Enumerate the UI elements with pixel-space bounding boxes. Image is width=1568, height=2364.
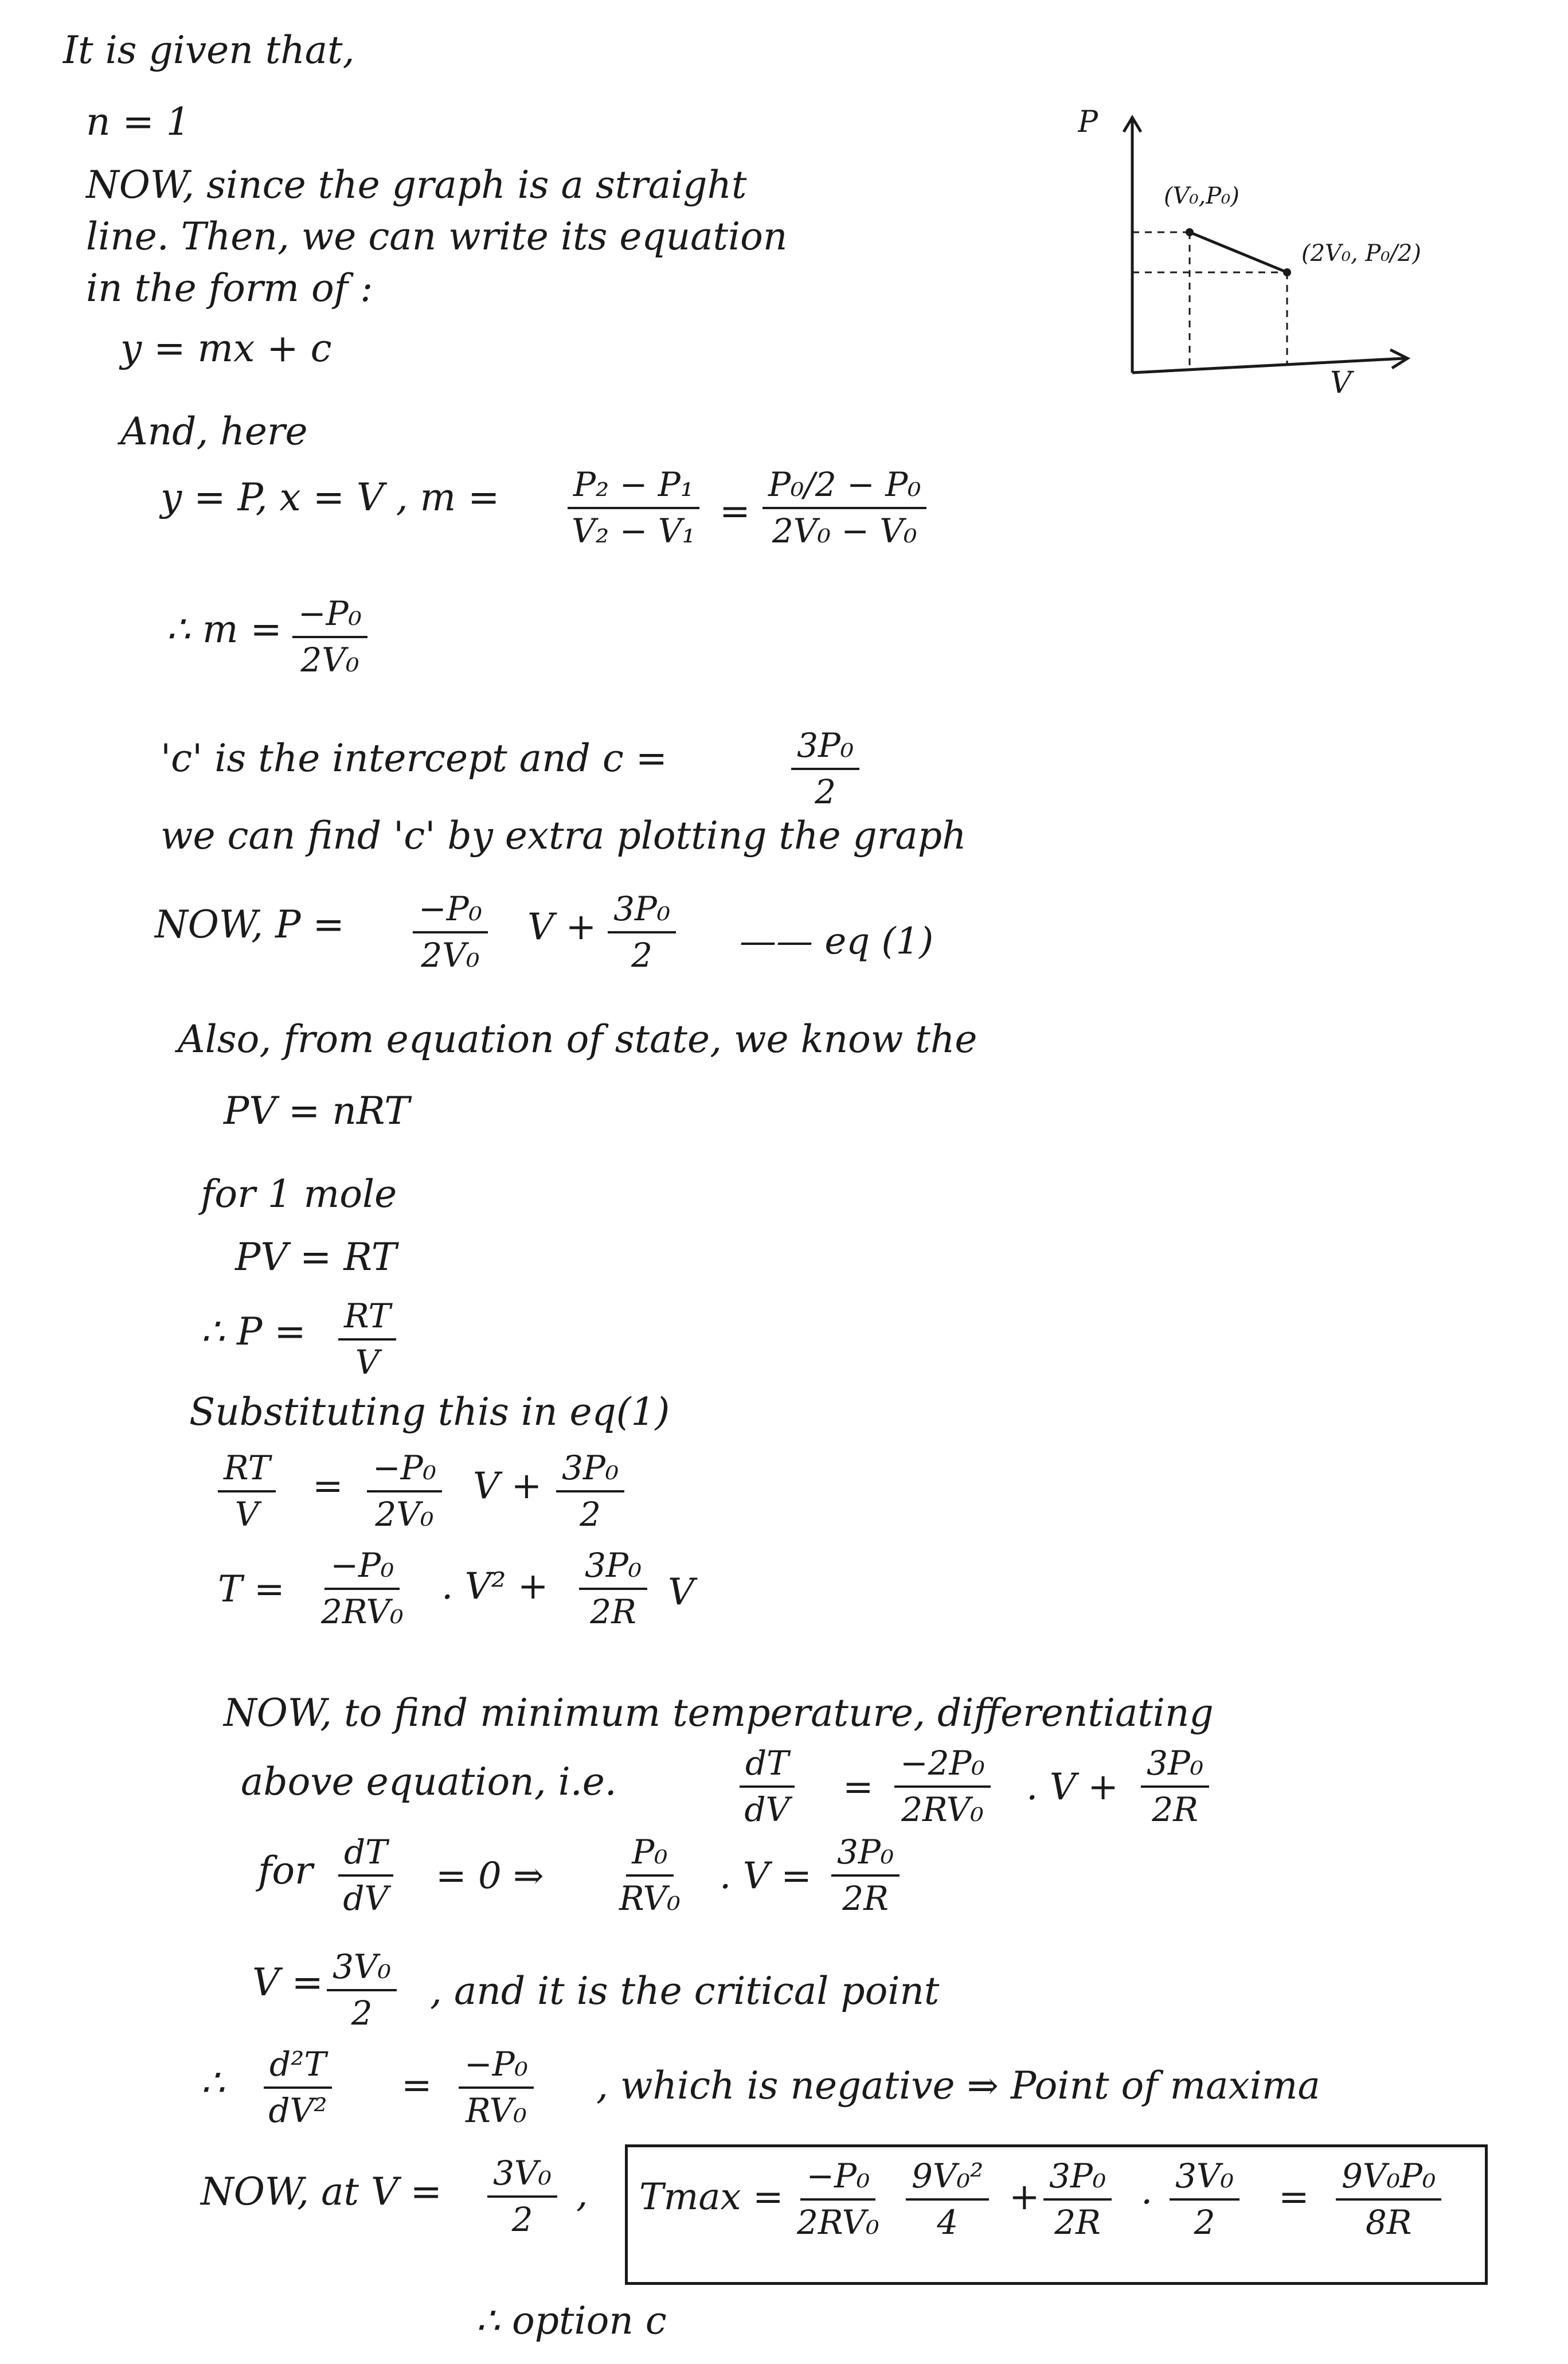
s2-b-fraction: 3P₀ 2R <box>579 1548 647 1630</box>
tm-plus: + <box>1009 2176 1040 2218</box>
p-fraction: RT V <box>338 1299 396 1380</box>
maxima-text: , which is negative ⇒ Point of maxima <box>596 2064 1320 2108</box>
for-label: for <box>258 1849 313 1893</box>
eq1-prefix: NOW, P = <box>155 902 345 947</box>
y-x-m-def: y = P, x = V , m = <box>161 475 500 519</box>
tm-result-fraction: 9V₀P₀ 8R <box>1336 2159 1441 2240</box>
d1-b-fraction: 3P₀ 2R <box>1141 1746 1209 1827</box>
find-c-line: we can find 'c' by extra plotting the graph <box>161 814 967 858</box>
pv-graph <box>1078 97 1548 396</box>
s2-a-fraction: −P₀ 2RV₀ <box>321 1546 404 1631</box>
axis-p-label: P <box>1078 105 1098 139</box>
state-eq-line: Also, from equation of state, we know the <box>178 1017 977 1061</box>
s1-lhs-fraction: RT V <box>218 1451 276 1532</box>
text-line-5: in the form of : <box>86 266 373 310</box>
tm-b-fraction: 9V₀² 4 <box>906 2159 989 2240</box>
slope-equals: = <box>720 490 750 533</box>
substituting-line: Substituting this in eq(1) <box>189 1390 670 1434</box>
line-equation: y = mx + c <box>120 326 332 370</box>
text-and-here: And, here <box>120 409 308 454</box>
eq1-b-fraction: 3P₀ 2 <box>608 892 676 973</box>
tm-equals: = <box>1278 2176 1309 2218</box>
critical-v-fraction: 3V₀ 2 <box>327 1949 397 2031</box>
at-v-comma: , <box>576 2173 588 2215</box>
pv-rt: PV = RT <box>235 1235 397 1279</box>
tm-c-fraction: 3P₀ 2R <box>1043 2159 1112 2240</box>
ideal-gas-law: PV = nRT <box>224 1089 410 1133</box>
min-temp-line: NOW, to find minimum temperature, differentiating <box>224 1691 1214 1735</box>
above-eq-line: above equation, i.e. <box>241 1760 617 1804</box>
final-option: ∴ option c <box>476 2299 667 2343</box>
eq1-label: —— eq (1) <box>740 920 934 963</box>
s2-T: T = <box>218 1568 285 1611</box>
dd-rhs-fraction: −P₀ RV₀ <box>459 2047 534 2128</box>
s2-v: V <box>668 1571 695 1613</box>
slope-fraction-2: P₀/2 − P₀ 2V₀ − V₀ <box>763 467 926 549</box>
eq1-a-fraction: −P₀ 2V₀ <box>413 892 488 973</box>
axis-v-label: V <box>1330 366 1352 396</box>
intro-line: It is given that, <box>63 28 355 72</box>
c-intercept-line: 'c' is the intercept and c = <box>161 736 668 780</box>
d1-mid: . V + <box>1026 1766 1119 1808</box>
text-line-3: NOW, since the graph is a straight <box>86 163 747 207</box>
s1-equals: = <box>312 1465 343 1507</box>
m-result-label: ∴ m = <box>166 607 282 651</box>
d2-a-fraction: P₀ RV₀ <box>619 1832 681 1918</box>
critical-point-text: , and it is the critical point <box>430 1969 940 2013</box>
given-n: n = 1 <box>86 100 190 144</box>
s1-b-fraction: 3P₀ 2 <box>556 1451 624 1532</box>
p-result-label: ∴ P = <box>201 1310 306 1354</box>
tmax-label: Tmax = <box>639 2176 784 2218</box>
eq1-v-plus: V + <box>527 906 597 948</box>
process-line <box>1190 232 1287 272</box>
slope-fraction: P₂ − P₁ V₂ − V₁ <box>568 467 699 549</box>
s2-mid: . V² + <box>441 1565 549 1608</box>
d2-lhs-fraction: dT dV <box>338 1835 393 1916</box>
one-mole-line: for 1 mole <box>201 1172 397 1216</box>
c-fraction: 3P₀ 2 <box>791 728 859 810</box>
s1-mid: V + <box>473 1465 542 1507</box>
at-v-fraction: 3V₀ 2 <box>487 2156 557 2237</box>
s1-a-fraction: −P₀ 2V₀ <box>367 1451 442 1532</box>
d2-b-fraction: 3P₀ 2R <box>831 1835 900 1916</box>
d2-mid: = 0 ⇒ <box>436 1855 544 1897</box>
d1-a-fraction: −2P₀ 2RV₀ <box>894 1746 991 1827</box>
tm-dot: . <box>1141 2170 1153 2213</box>
v-axis <box>1132 358 1405 373</box>
at-v-label: NOW, at V = <box>201 2170 442 2214</box>
d1-lhs-fraction: dT dV <box>740 1746 795 1827</box>
d1-equals: = <box>843 1766 874 1808</box>
therefore-symbol: ∴ <box>201 2061 225 2105</box>
point-1-label: (V₀,P₀) <box>1164 183 1239 209</box>
m-fraction: −P₀ 2V₀ <box>292 596 367 678</box>
tm-a-fraction: −P₀ 2RV₀ <box>797 2156 879 2242</box>
d2-v: . V = <box>720 1855 812 1897</box>
tm-d-fraction: 3V₀ 2 <box>1170 2159 1239 2240</box>
text-line-4: line. Then, we can write its equation <box>86 214 788 259</box>
critical-v-label: V = <box>252 1960 323 2004</box>
dd-lhs-fraction: d²T dV² <box>264 2047 332 2128</box>
dd-equals: = <box>401 2064 432 2107</box>
point-2-label: (2V₀, P₀/2) <box>1301 240 1421 267</box>
